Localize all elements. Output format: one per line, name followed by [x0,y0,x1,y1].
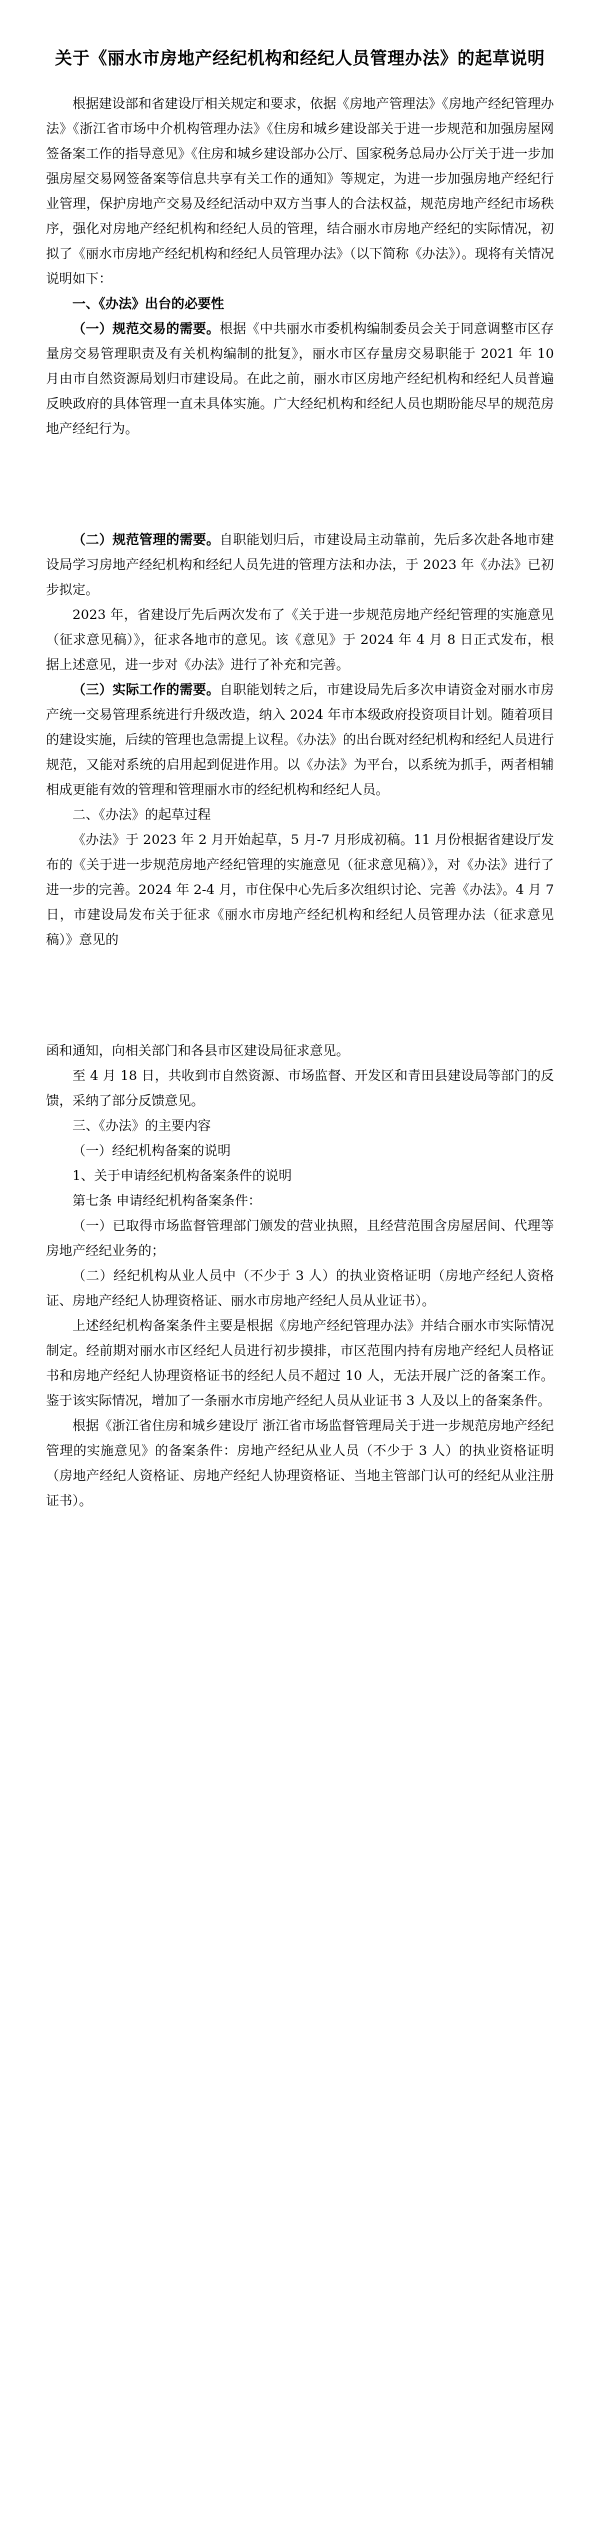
page-title: 关于《丽水市房地产经纪机构和经纪人员管理办法》的起草说明 [55,49,545,69]
paragraph-3-5: （二）经纪机构从业人员中（不少于 3 人）的执业资格证明（房地产经纪人资格证、房地产经纪人协理资格证、丽水市房地产经纪人员从业证书）。 [46,1269,554,1309]
paragraph-3-2: 1、关于申请经纪机构备案条件的说明 [72,1169,292,1184]
paragraph-1-2 [46,528,554,603]
paragraph-3-4: （一）已取得市场监督管理部门颁发的营业执照，且经营范围含房屋居间、代理等房地产经纪业务的； [46,1219,554,1259]
paragraph-2-3: 至 4 月 18 日，共收到市自然资源、市场监督、开发区和青田县建设局等部门的反馈，采纳了部分反馈意见。 [46,1069,554,1109]
heading-section-2: 二、《办法》的起草过程 [72,808,211,823]
heading-section-1: 一、《办法》出台的必要性 [72,297,225,312]
paragraph-2-1: 《办法》于 2023 年 2 月开始起草，5 月-7 月形成初稿。11 月份根据省建设厅发布的《关于进一步规范房地产经纪管理的实施意见（征求意见稿）》，对《办法》进行了进一步的完善。2024 年 2-4 月，市住保中心先后多次组织讨论、完善《办法》。4 月 7 日，市建设局发布关于征求《丽水市房地产经纪机构和经纪人员管理办法（征求意见稿）》意见的 [46,833,554,948]
spacer-1 [46,442,554,528]
paragraph-1-2-body: 自职能划归后，市建设局主动靠前，先后多次赴各地市建设局学习房地产经纪机构和经纪人员先进的管理方法和办法，于 2023 年《办法》已初步拟定。 [46,533,554,598]
paragraph-1-2-lead: （二）规范管理的需要。 [72,533,220,548]
paragraph-3-6: 上述经纪机构备案条件主要是根据《房地产经纪管理办法》并结合丽水市实际情况制定。经前期对丽水市区经纪人员进行初步摸排，市区范围内持有房地产经纪人员格证书和房地产经纪人协理资格证书的经纪人员不超过 10 人，无法开展广泛的备案工作。鉴于该实际情况，增加了一条丽水市房地产经纪人员从业证书 3 人及以上的备案条件。 [46,1319,554,1409]
paragraph-1-3: 2023 年，省建设厅先后两次发布了《关于进一步规范房地产经纪管理的实施意见（征求意见稿）》，征求各地市的意见。该《意见》于 2024 年 4 月 8 日正式发布，根据上述意见，进一步对《办法》进行了补充和完善。 [46,608,554,673]
paragraph-1-1 [46,317,554,442]
paragraph-1-1-lead: （一）规范交易的需要。 [72,322,220,337]
paragraph-3-1: （一）经纪机构备案的说明 [72,1144,231,1159]
paragraph-1-1-body: 根据《中共丽水市委机构编制委员会关于同意调整市区存量房交易管理职责及有关机构编制的批复》，丽水市区存量房交易职能于 2021 年 10 月由市自然资源局划归市建设局。在此之前，丽水市区房地产经纪机构和经纪人员普遍反映政府的具体管理一直未具体实施。广大经纪机构和经纪人员也期盼能尽早的规范房地产经纪行为。 [46,322,554,437]
paragraph-2-2: 函和通知，向相关部门和各县市区建设局征求意见。 [46,1044,350,1059]
paragraph-1-4-body: 自职能划转之后，市建设局先后多次申请资金对丽水市房产统一交易管理系统进行升级改造，纳入 2024 年市本级政府投资项目计划。随着项目的建设实施，后续的管理也急需提上议程。《办法》的出台既对经纪机构和经纪人员进行规范，又能对系统的启用起到促进作用。以《办法》为平台，以系统为抓手，两者相辅相成更能有效的管理和管理丽水市的经纪机构和经纪人员。 [46,683,554,798]
spacer-2 [46,953,554,1039]
heading-section-3: 三、《办法》的主要内容 [72,1119,211,1134]
paragraph-3-7: 根据《浙江省住房和城乡建设厅 浙江省市场监督管理局关于进一步规范房地产经纪管理的实施意见》的备案条件：房地产经纪从业人员（不少于 3 人）的执业资格证明（房地产经纪人资格证、房地产经纪人协理资格证、当地主管部门认可的经纪从业注册证书）。 [46,1419,554,1509]
paragraph-3-3: 第七条 申请经纪机构备案条件： [72,1194,262,1209]
paragraph-intro: 根据建设部和省建设厅相关规定和要求，依据《房地产管理法》《房地产经纪管理办法》《浙江省市场中介机构管理办法》《住房和城乡建设部关于进一步规范和加强房屋网签备案工作的指导意见》《住房和城乡建设部办公厅、国家税务总局办公厅关于进一步加强房屋交易网签备案等信息共享有关工作的通知》等规定，为进一步加强房地产经纪行业管理，保护房地产交易及经纪活动中双方当事人的合法权益，规范房地产经纪市场秩序，强化对房地产经纪机构和经纪人员的管理，结合丽水市房地产经纪的实际情况，初拟了《丽水市房地产经纪机构和经纪人员管理办法》（以下简称《办法》）。现将有关情况说明如下： [46,97,554,287]
paragraph-1-4-lead: （三）实际工作的需要。 [72,683,220,698]
paragraph-1-4 [46,678,554,803]
